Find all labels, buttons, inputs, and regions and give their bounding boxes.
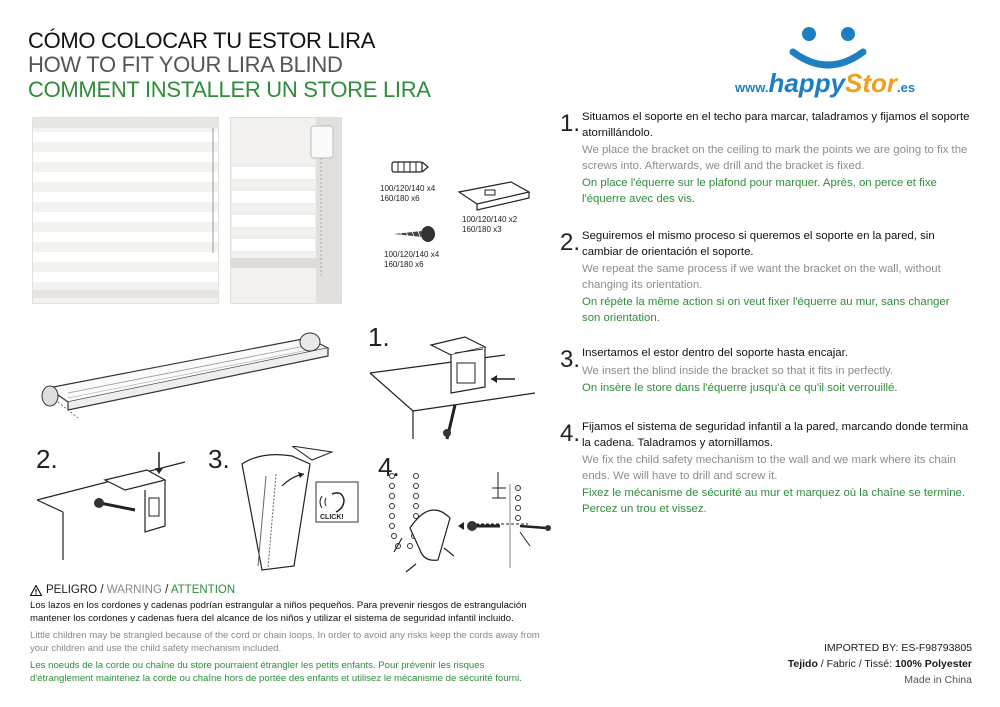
instruction-step-2 (560, 229, 970, 326)
logo-prefix: www. (735, 80, 769, 95)
wall-bracket-diagram (35, 452, 205, 567)
step-text-en: We place the bracket on the ceiling to mark the points we are going to fix the screws into. Afterwards, we drill and the bracket is fixed. (582, 144, 968, 172)
step-text-es: Seguiremos el mismo proceso si queremos el soporte en la pared, sin cambiar de orientación el soporte. (582, 230, 935, 258)
instruction-step-3 (560, 346, 970, 397)
step-number: 4. (560, 420, 581, 447)
warning-label-fr: ATTENTION (170, 584, 236, 596)
logo-text (735, 68, 915, 99)
warning-label-es: PELIGRO (46, 584, 98, 596)
made-in: Made in China (904, 674, 972, 686)
screws-qty: 100/120/140 x4 160/180 x6 (384, 250, 440, 269)
warning-text-es: Los lazos en los cordones y cadenas podrían estrangular a niños pequeños. Para prevenir riesgos de estrangulación mantener los cordones y cadenas fuera del alcance de los niños y utilizar el sistema de seguridad infantil incluido. (30, 600, 527, 624)
product-info (788, 640, 972, 688)
happystor-logo (735, 18, 965, 98)
logo-stor: Stor (845, 68, 898, 98)
step-text-es: Situamos el soporte en el techo para marcar, taladramos y fijamos el soporte atornillándolo. (582, 111, 970, 139)
fabric-label-en: Fabric (826, 658, 856, 670)
headrail-drawing (38, 318, 358, 423)
step-text-es: Insertamos el estor dentro del soporte hasta encajar. (582, 347, 848, 359)
ceiling-bracket-diagram (365, 335, 545, 445)
insert-blind-diagram (232, 446, 372, 576)
bracket-part-icon (455, 178, 533, 219)
title-en: HOW TO FIT YOUR LIRA BLIND (28, 52, 343, 77)
diagram-number-4: 4. (378, 452, 400, 482)
warning-sep: / (97, 584, 107, 596)
step-number: 1. (560, 110, 581, 137)
logo-suffix: .es (897, 80, 916, 95)
fabric-label-fr: Tissé: (864, 658, 893, 670)
logo-happy: happy (768, 68, 846, 98)
anchors-qty: 100/120/140 x4 160/180 x6 (380, 184, 436, 203)
step-text-en: We fix the child safety mechanism to the wall and we mark where its chain ends. We will have to drill and screw it. (582, 454, 956, 482)
bracket-qty: 100/120/140 x2 160/180 x3 (462, 215, 518, 234)
diagram-number-2: 2. (36, 444, 58, 474)
fabric-composition: 100% Polyester (894, 658, 972, 670)
step-number: 2. (560, 229, 581, 256)
step-text-en: We repeat the same process if we want the bracket on the wall, without changing its orientation. (582, 263, 941, 291)
warning-triangle-icon (30, 585, 42, 596)
warning-text-en: Little children may be strangled because of the cord or chain loops. In order to avoid any risks keep the cords away from your children and use the child safety mechanism included. (30, 630, 540, 654)
warning-sep-2: / (161, 584, 171, 596)
warning-section (30, 584, 550, 685)
warning-header (30, 584, 550, 596)
fabric-label-es: Tejido (787, 658, 818, 670)
screw-icon (392, 224, 440, 249)
blind-closeup-photo (230, 117, 342, 304)
step-number: 3. (560, 346, 581, 373)
blind-photo (32, 117, 219, 304)
instruction-step-4 (560, 420, 970, 517)
warning-label-en: WARNING (106, 584, 162, 596)
step-text-fr: On répète la même action si on veut fixer l'équerre au mur, sans changer son orientation. (582, 296, 950, 324)
title-fr: COMMENT INSTALLER UN STORE LIRA (28, 77, 431, 102)
child-safety-diagram (380, 468, 560, 583)
step-text-en: We insert the blind inside the bracket so that it fits in perfectly. (582, 364, 894, 377)
warning-text-fr: Les noeuds de la corde ou chaîne du store pourraient étrangler les petits enfants. Pour prévenir les risques d'étranglement maintenez la corde ou chaîne hors de portée des enfants et utilisez le mécanisme de sécurité fourni. (30, 660, 522, 684)
step-text-fr: On insère le store dans l'équerre jusqu'à ce qu'il soit verrouillé. (582, 382, 898, 394)
title-es: CÓMO COLOCAR TU ESTOR LIRA (28, 28, 376, 53)
imported-by: IMPORTED BY: ES-F98793805 (823, 642, 972, 654)
step-text-fr: On place l'équerre sur le plafond pour marquer. Après, on perce et fixe l'équerre avec des vis. (582, 177, 937, 205)
fabric-line: Tejido / Fabric / Tissé: 100% Polyester (787, 658, 972, 670)
diagram-number-3: 3. (208, 444, 230, 474)
step-text-es: Fijamos el sistema de seguridad infantil a la pared, marcando donde termina la cadena. Taladramos y atornillamos. (582, 421, 969, 449)
step-text-fr: Fixez le mécanisme de sécurité au mur et marquez où la chaîne se termine. Percez un trou et vissez. (582, 487, 966, 515)
click-label: CLICK! (320, 514, 344, 521)
wall-anchors-icon (390, 158, 430, 181)
instruction-step-1 (560, 110, 970, 207)
diagram-number-1: 1. (368, 322, 390, 352)
